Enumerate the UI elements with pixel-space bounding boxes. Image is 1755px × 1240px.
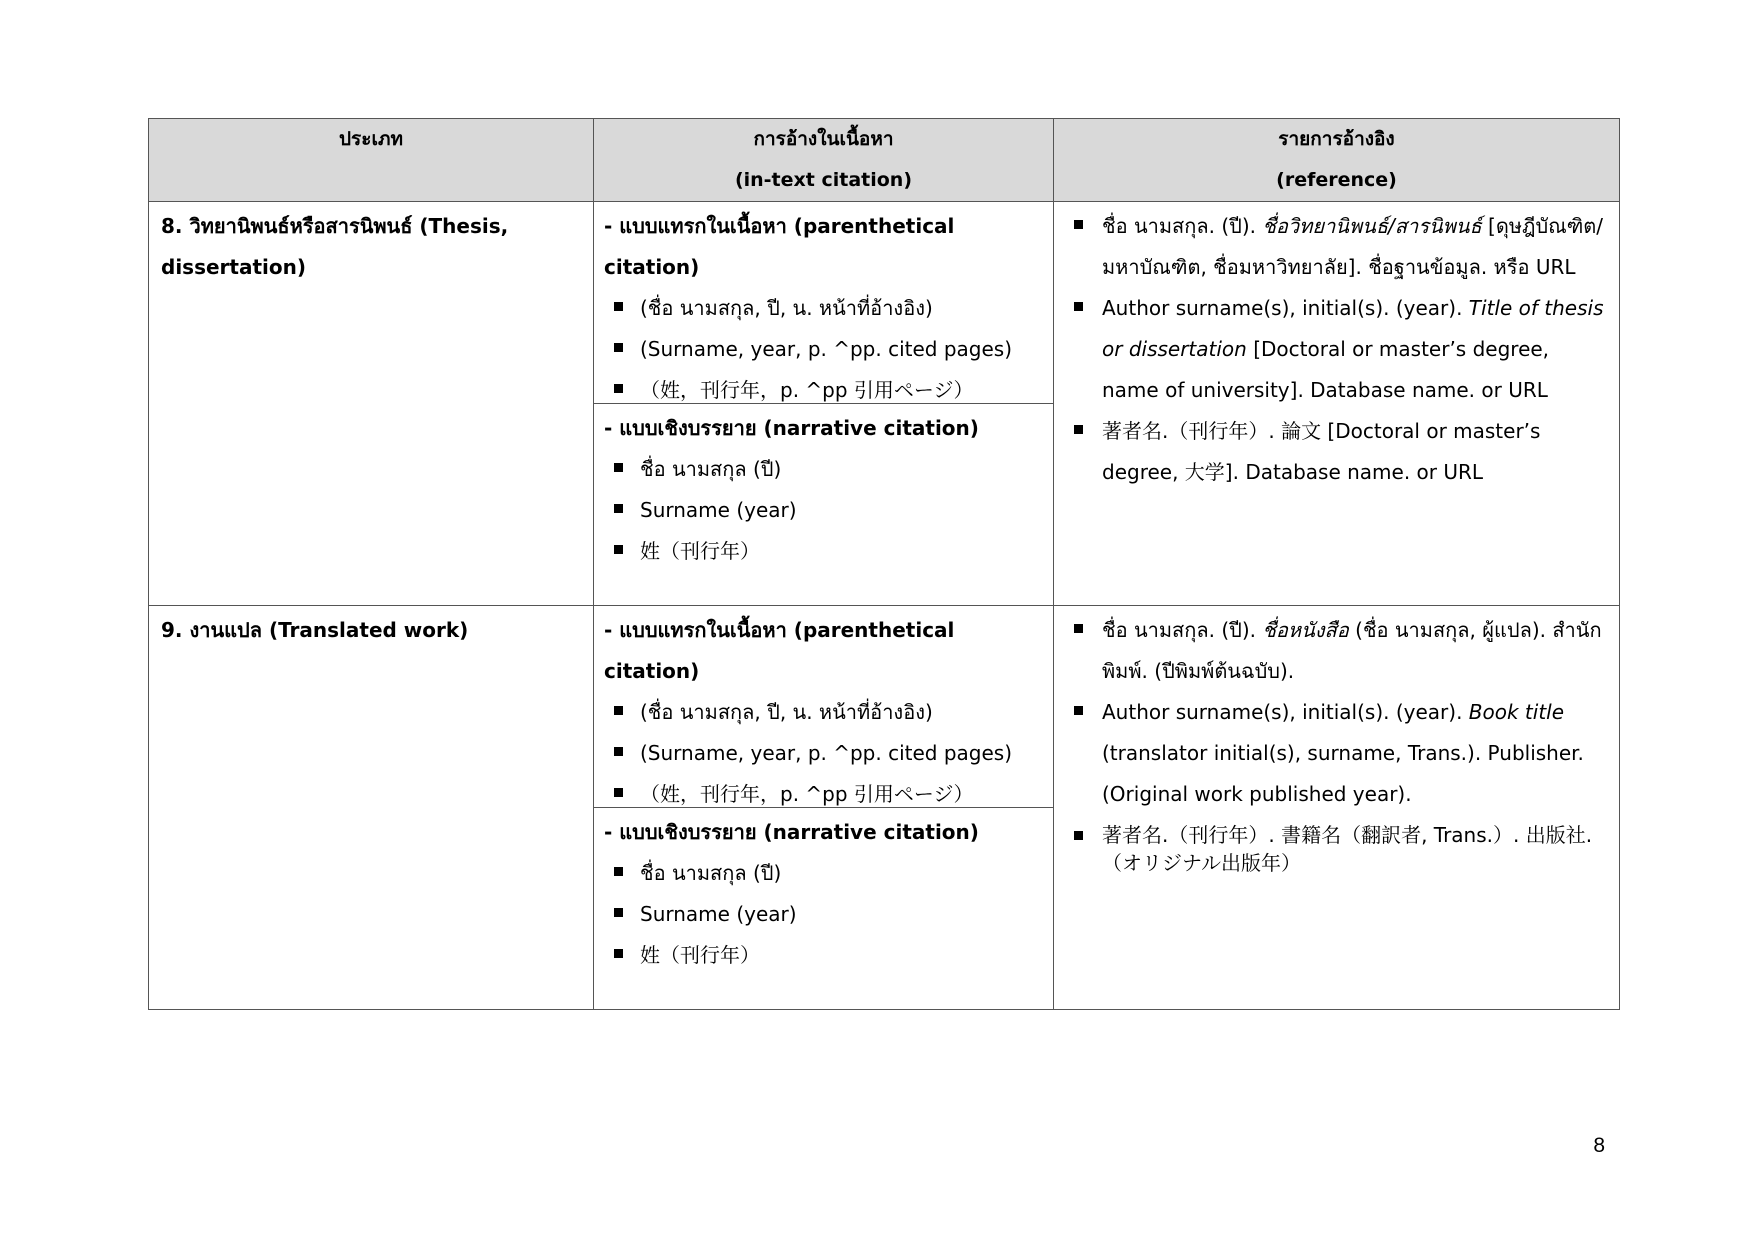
reference-item-english: Author surname(s), initial(s). (year). Book title (translator initial(s), surname, Trans.). Publisher. (Original work published year). [1066, 692, 1609, 815]
header-type [149, 119, 594, 202]
list-item: Surname (year) [604, 490, 1045, 531]
type-label: 9. งานแปล (Translated work) [161, 618, 469, 642]
list-item: 姓（刊行年） [604, 531, 1045, 572]
reference-cell [1054, 202, 1620, 606]
table-row [149, 606, 1620, 1010]
reference-item-thai: ชื่อ นามสกุล. (ปี). ชื่อหนังสือ (ชื่อ นามสกุล, ผู้แปล). สำนักพิมพ์. (ปีพิมพ์ต้นฉบับ). [1066, 610, 1609, 692]
list-item: (Surname, year, p. ^pp. cited pages) [604, 329, 1045, 370]
header-intext-thai: การอ้างในเนื้อหา [753, 128, 894, 150]
header-reference [1054, 119, 1620, 202]
type-label: 8. วิทยานิพนธ์หรือสารนิพนธ์ (Thesis, dissertation) [161, 214, 509, 279]
header-intext [594, 119, 1054, 202]
list-item: ชื่อ นามสกุล (ปี) [604, 449, 1045, 490]
narrative-list [604, 449, 1045, 572]
narrative-block [594, 807, 1053, 1009]
header-type-label: ประเภท [338, 128, 403, 150]
list-item: ชื่อ นามสกุล (ปี) [604, 853, 1045, 894]
narrative-title: - แบบเชิงบรรยาย (narrative citation) [604, 416, 979, 440]
narrative-block [594, 403, 1053, 605]
intext-cell [594, 202, 1054, 606]
type-cell [149, 202, 594, 606]
header-reference-english: (reference) [1276, 169, 1397, 191]
reference-item-japanese: 著者名.（刊行年）. 書籍名（翻訳者, Trans.）. 出版社. （オリジナル出版年） [1066, 815, 1609, 883]
intext-cell [594, 606, 1054, 1010]
reference-item-thai: ชื่อ นามสกุล. (ปี). ชื่อวิทยานิพนธ์/สารนิพนธ์ [ดุษฎีบัณฑิต/มหาบัณฑิต, ชื่อมหาวิทยาลัย]. ชื่อฐานข้อมูล. หรือ URL [1066, 206, 1609, 288]
list-item: （姓，刊行年，p. ^pp 引用ページ） [604, 774, 1045, 815]
narrative-list [604, 853, 1045, 976]
header-intext-english: (in-text citation) [734, 169, 913, 191]
header-reference-thai: รายการอ้างอิง [1278, 128, 1395, 150]
reference-block [1054, 606, 1619, 883]
parenthetical-block [594, 202, 1053, 403]
list-item: (ชื่อ นามสกุล, ปี, น. หน้าที่อ้างอิง) [604, 288, 1045, 329]
reference-list [1066, 610, 1609, 883]
parenthetical-list [604, 692, 1045, 815]
reference-item-english: Author surname(s), initial(s). (year). Title of thesis or dissertation [Doctoral or master’s degree, name of university]. Database name. or URL [1066, 288, 1609, 411]
type-cell [149, 606, 594, 1010]
reference-cell [1054, 606, 1620, 1010]
reference-item-japanese: 著者名.（刊行年）. 論文 [Doctoral or master’s degree, 大学]. Database name. or URL [1066, 411, 1609, 493]
parenthetical-title: - แบบแทรกในเนื้อหา (parenthetical citation) [604, 214, 955, 279]
table-row [149, 202, 1620, 606]
parenthetical-list [604, 288, 1045, 411]
list-item: 姓（刊行年） [604, 935, 1045, 976]
page-number: 8 [1593, 1134, 1605, 1157]
header-row [149, 119, 1620, 202]
list-item: (ชื่อ นามสกุล, ปี, น. หน้าที่อ้างอิง) [604, 692, 1045, 733]
reference-list [1066, 206, 1609, 493]
list-item: (Surname, year, p. ^pp. cited pages) [604, 733, 1045, 774]
parenthetical-block [594, 606, 1053, 807]
citation-table [148, 118, 1620, 1010]
parenthetical-title: - แบบแทรกในเนื้อหา (parenthetical citation) [604, 618, 955, 683]
reference-block [1054, 202, 1619, 493]
list-item: （姓，刊行年，p. ^pp 引用ページ） [604, 370, 1045, 411]
list-item: Surname (year) [604, 894, 1045, 935]
narrative-title: - แบบเชิงบรรยาย (narrative citation) [604, 820, 979, 844]
